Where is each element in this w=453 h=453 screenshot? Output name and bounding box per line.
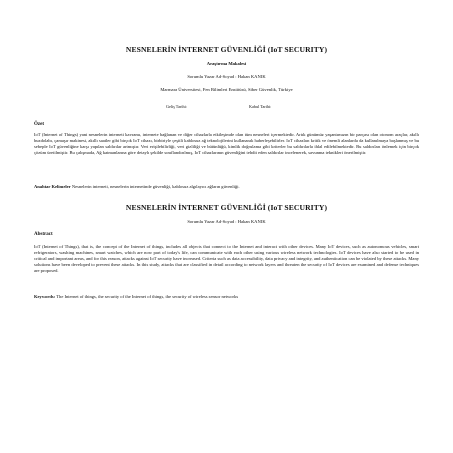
english-keywords-label: Keywords:	[34, 294, 56, 299]
article-type: Araştırma Makalesi	[206, 61, 247, 66]
turkish-keywords	[34, 184, 419, 190]
author-line: Sorumlu Yazar Ad-Soyad : Hakan KANIK	[187, 74, 266, 79]
received-date-label: Geliş Tarihi:	[166, 104, 187, 109]
turkish-abstract-heading: Özet	[34, 122, 44, 127]
english-keywords	[34, 294, 419, 300]
english-abstract-heading: Abstract	[34, 232, 53, 237]
accepted-date-label: Kabul Tarihi:	[249, 104, 272, 109]
affiliation-line: Marmara Üniversitesi, Fen Bilimleri Enstitüsü, Siber Güvenlik, Türkiye	[160, 87, 293, 92]
turkish-abstract: IoT (Internet of Things) yani nesnelerin interneti kavramı, internete bağlanan ve diğer cihazlarla etkileşimde olan tüm nesneleri içermektedir. Artık günümüz yaşantımızın bir parçası olan otonom araçlar, akıllı buzdolabı, çamaşır makinesi, akıllı saatler gibi birçok IoT cihazı, birbiriyle çeşitli kablosuz ağ teknolojilerini kullanarak haberleşebilirler. IoT cihazları kritik ve önemli alanlarda da kullanılmaya başlanmış ve bu sebeple IoT güvenliğine karşı yapılan saldırılar artmıştır. Veri erişilebilirliği, veri gizliliği ve bütünlüğü, kimlik doğrulama gibi kriterler bu saldırılarla ihlal edilebilmektedir. Bu saldırıları önlemek için birçok çözüm üretilmiştir. Bu çalışmada, Ağ katmanlarına göre detaylı şekilde sınıflandırılmış, IoT cihazlarının güvenliğini tehdit eden saldırılar incelenerek, savunma teknikleri önerilmiştir.	[34, 132, 419, 156]
turkish-title: NESNELERİN İNTERNET GÜVENLİĞİ (IoT SECURITY)	[125, 45, 328, 54]
english-keywords-text: The Internet of things, the security of the Internet of things, the security of wireless sensor networks	[56, 294, 239, 299]
english-abstract: IoT (Internet of Things), that is, the concept of the Internet of things, includes all objects that connect to the Internet and interact with other devices. Many IoT devices, such as autonomous vehicles, smart refrigerators, washing machines, smart watches, which are now part of today's life, can communicate with each other using various wireless network technologies. IoT devices have also started to be used in critical and important areas, and for this reason, attacks against IoT security have increased. Criteria such as data accessibility, data privacy and integrity, and authentication can be violated by these attacks. Many solutions have been developed to prevent these attacks. In this study, attacks that are classified in detail according to network layers and threaten the security of IoT devices are examined and defense techniques are proposed.	[34, 244, 419, 274]
turkish-keywords-text: Nesnelerin interneti, nesnelerin internetinde güvenliği, kablosuz algılayıcı ağların güvenliği.	[71, 184, 240, 189]
turkish-keywords-label: Anahtar Kelimeler	[34, 184, 71, 189]
english-author-line: Sorumlu Yazar Ad-Soyad : Hakan KANIK	[187, 219, 266, 224]
english-title: NESNELERİN İNTERNET GÜVENLİĞİ (IoT SECURITY)	[125, 203, 328, 212]
